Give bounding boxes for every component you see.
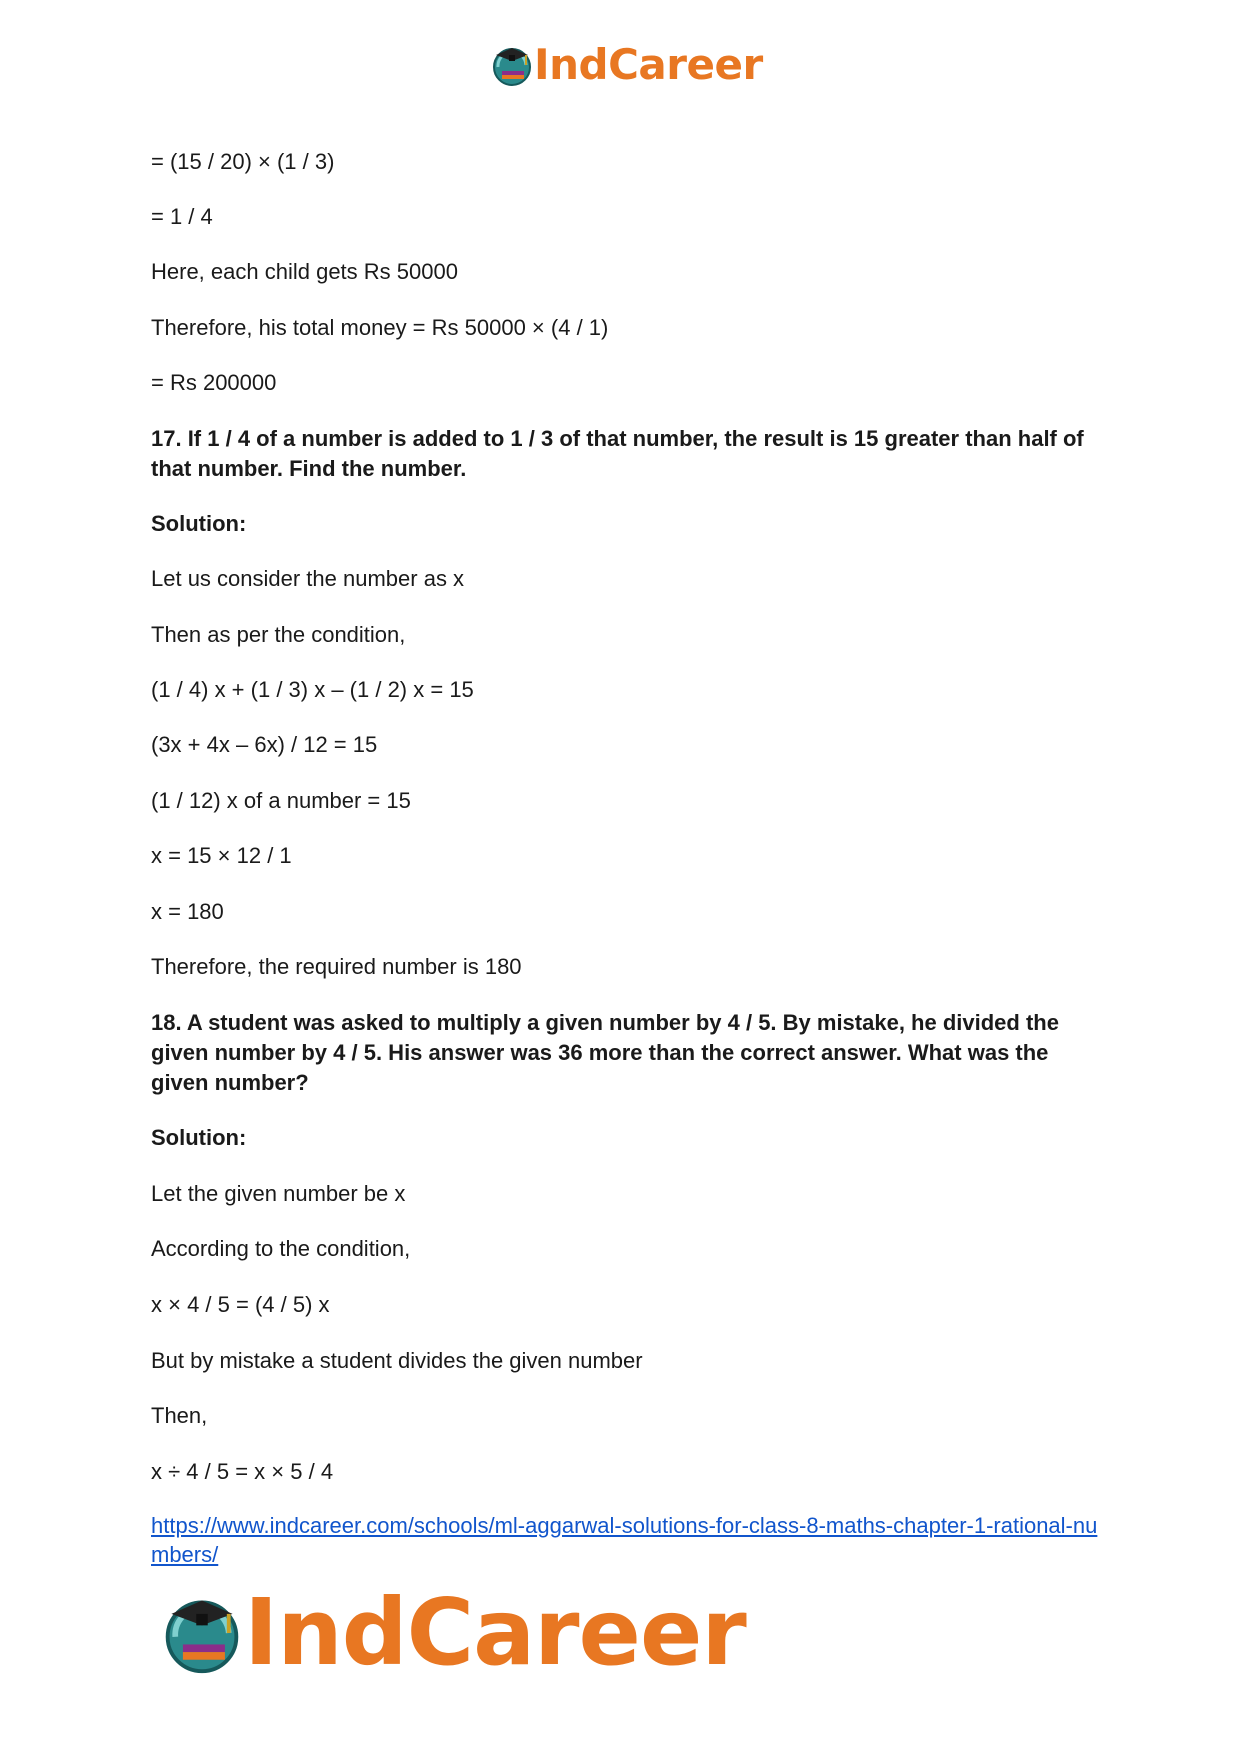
text-line: But by mistake a student divides the given number — [151, 1348, 643, 1373]
text-line: (1 / 4) x + (1 / 3) x – (1 / 2) x = 15 — [151, 677, 474, 702]
text-line: Let us consider the number as x — [151, 566, 465, 591]
text-line: = Rs 200000 — [151, 370, 277, 395]
solution-heading: Solution: — [151, 511, 247, 536]
text-line: x ÷ 4 / 5 = x × 5 / 4 — [151, 1459, 334, 1484]
question-17-heading: 17. If 1 / 4 of a number is added to 1 / 3 of that number, the result is 15 greater than half of that number. Find the number. — [151, 426, 1084, 481]
header-logo — [490, 40, 763, 90]
logo-emblem-icon — [490, 43, 534, 87]
logo-text: IndCareer — [244, 1579, 746, 1686]
text-line: According to the condition, — [151, 1236, 411, 1261]
text-line: = (15 / 20) × (1 / 3) — [151, 149, 335, 174]
question-18-heading: 18. A student was asked to multiply a given number by 4 / 5. By mistake, he divided the given number by 4 / 5. His answer was 36 more than the correct answer. What was the given number? — [151, 1010, 1059, 1095]
logo-emblem-icon — [160, 1591, 244, 1675]
text-line: Let the given number be x — [151, 1181, 406, 1206]
text-line: (3x + 4x – 6x) / 12 = 15 — [151, 732, 378, 757]
footer-logo — [160, 1579, 746, 1686]
text-line: Here, each child gets Rs 50000 — [151, 259, 458, 284]
text-line: x × 4 / 5 = (4 / 5) x — [151, 1292, 330, 1317]
text-line: Then as per the condition, — [151, 622, 406, 647]
text-line: Therefore, his total money = Rs 50000 × (4 / 1) — [151, 315, 609, 340]
text-line: Then, — [151, 1403, 208, 1428]
text-line: (1 / 12) x of a number = 15 — [151, 788, 411, 813]
source-link[interactable]: https://www.indcareer.com/schools/ml-aggarwal-solutions-for-class-8-maths-chapter-1-rational-numbers/ — [151, 1513, 1098, 1567]
logo-text: IndCareer — [534, 40, 763, 89]
solution-heading: Solution: — [151, 1125, 247, 1150]
text-line: Therefore, the required number is 180 — [151, 954, 522, 979]
text-line: x = 15 × 12 / 1 — [151, 843, 292, 868]
text-line: x = 180 — [151, 899, 224, 924]
text-line: = 1 / 4 — [151, 204, 213, 229]
